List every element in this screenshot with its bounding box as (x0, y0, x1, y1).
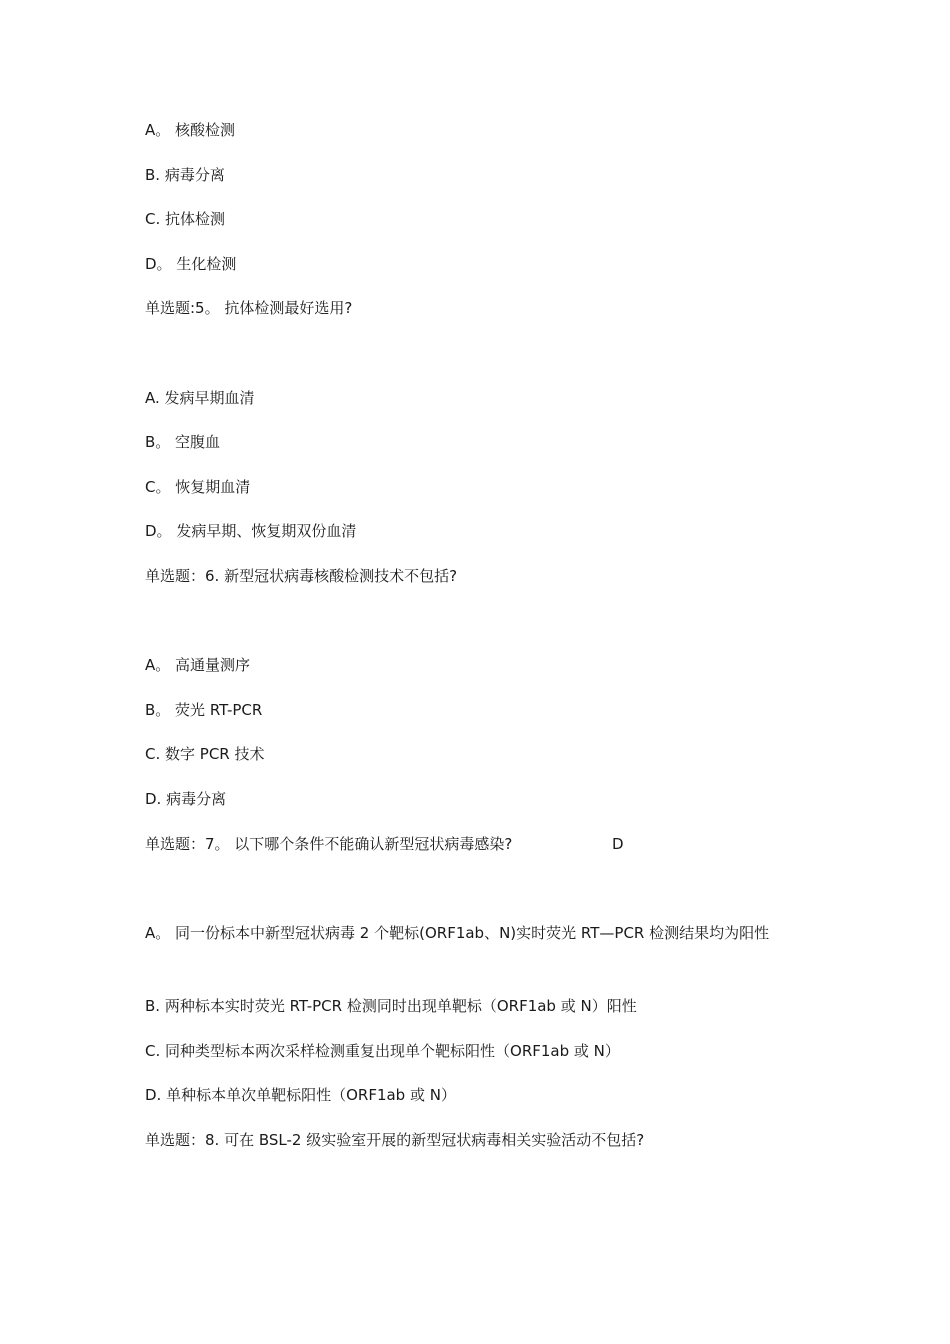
question-5: 单选题:5。 抗体检测最好选用? (145, 299, 353, 317)
q5-option-b: B。 空腹血 (145, 433, 221, 451)
question-7: 单选题：7。 以下哪个条件不能确认新型冠状病毒感染? (145, 835, 513, 853)
q4-option-c: C. 抗体检测 (145, 210, 226, 228)
q6-option-d: D. 病毒分离 (145, 790, 227, 808)
question-6: 单选题：6. 新型冠状病毒核酸检测技术不包括? (145, 567, 458, 585)
q6-option-b: B。 荧光 RT-PCR (145, 701, 263, 719)
q6-option-a: A。 高通量测序 (145, 656, 251, 674)
q4-option-a: A。 核酸检测 (145, 121, 236, 139)
q7-option-a: A。 同一份标本中新型冠状病毒 2 个靶标(ORF1ab、N)实时荧光 RT—PCR 检测结果均为阳性 (145, 924, 770, 942)
q4-option-d: D。 生化检测 (145, 255, 237, 273)
q5-option-d: D。 发病早期、恢复期双份血清 (145, 522, 357, 540)
q4-option-b: B. 病毒分离 (145, 166, 225, 184)
q7-option-b: B. 两种标本实时荧光 RT-PCR 检测同时出现单靶标（ORF1ab 或 N）阳性 (145, 997, 637, 1015)
q5-option-c: C。 恢复期血清 (145, 478, 251, 496)
q6-option-c: C. 数字 PCR 技术 (145, 745, 265, 763)
q7-option-d: D. 单种标本单次单靶标阳性（ORF1ab 或 N） (145, 1086, 456, 1104)
q7-option-c: C. 同种类型标本两次采样检测重复出现单个靶标阳性（ORF1ab 或 N） (145, 1042, 620, 1060)
question-7-answer: D (612, 835, 624, 853)
question-8: 单选题：8. 可在 BSL-2 级实验室开展的新型冠状病毒相关实验活动不包括? (145, 1131, 645, 1149)
q5-option-a: A. 发病早期血清 (145, 389, 255, 407)
